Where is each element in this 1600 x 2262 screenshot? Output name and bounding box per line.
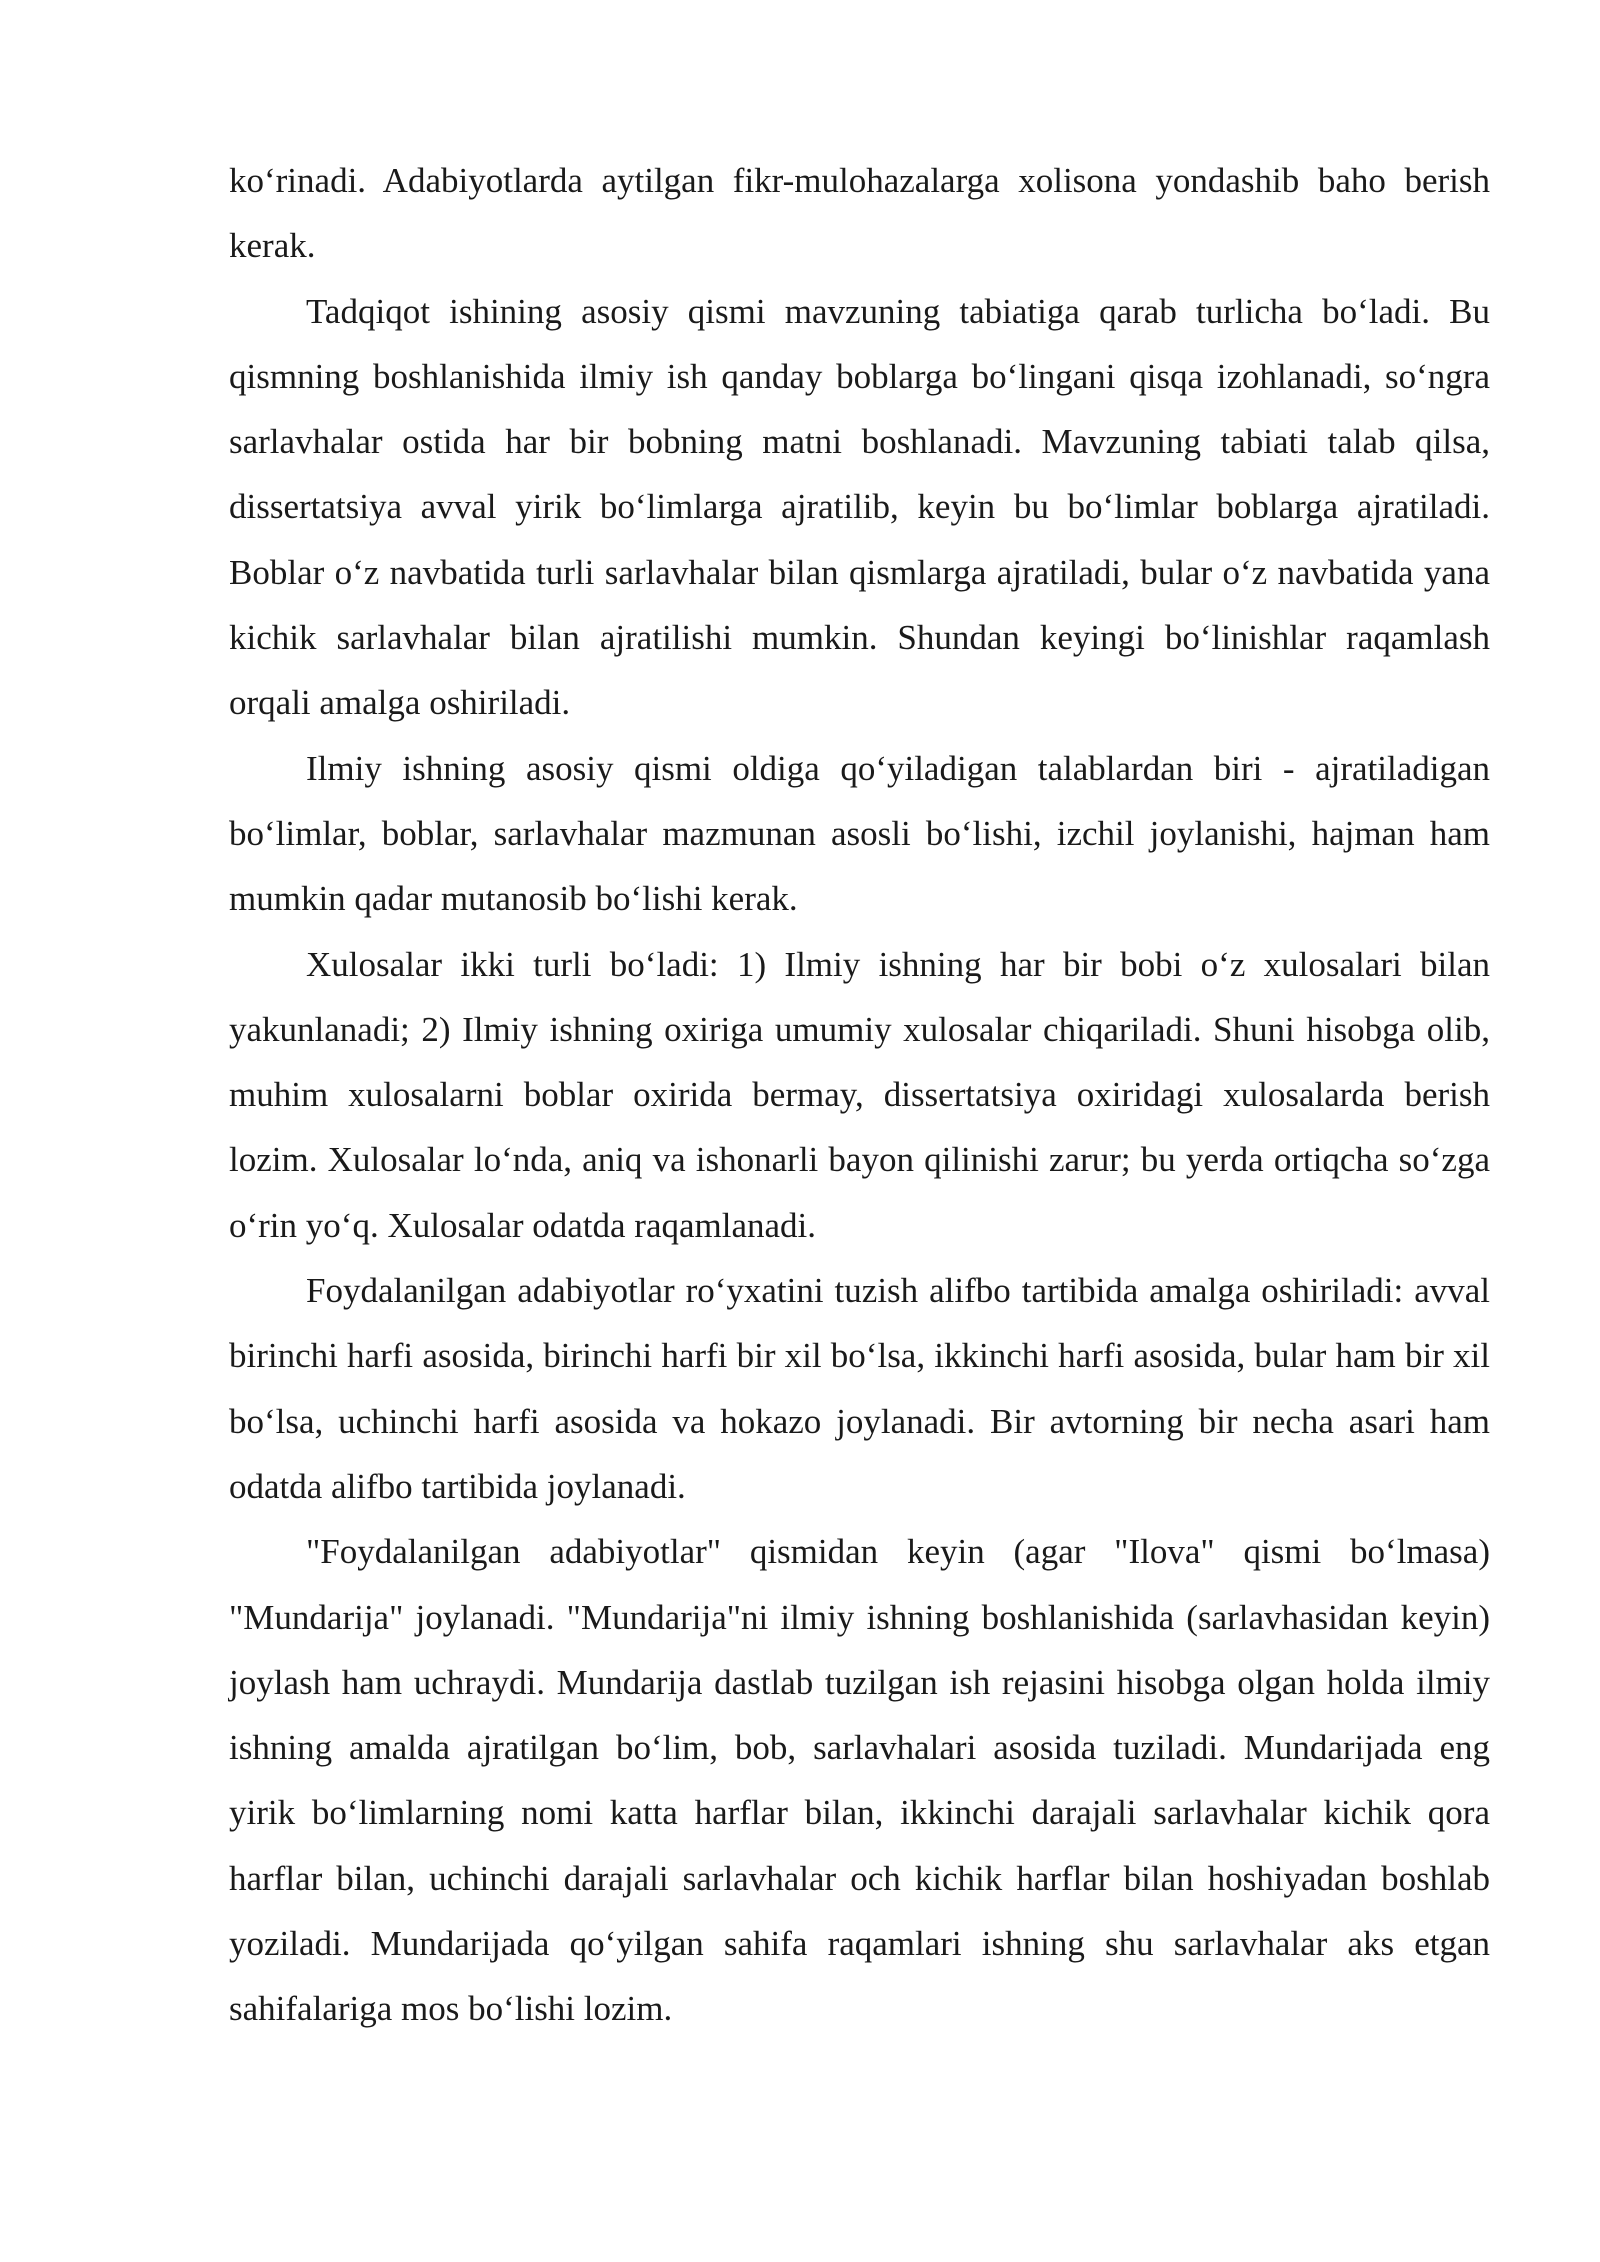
paragraph-requirements: Ilmiy ishning asosiy qismi oldiga qo‘yiladigan talablardan biri - ajratiladigan bo‘limlar, boblar, sarlavhalar mazmunan asosli bo‘lishi, izchil joylanishi, hajman ham mumkin qadar mutanosib bo‘lishi kerak. xyxy=(229,748,1490,919)
paragraph-references: Foydalanilgan adabiyotlar ro‘yxatini tuzish alifbo tartibida amalga oshiriladi: avval birinchi harfi asosida, birinchi harfi bir xil bo‘lsa, ikkinchi harfi asosida, bular ham bir xil bo‘lsa, uchinchi harfi asosida va hokazo joylanadi. Bir avtorning bir necha asari ham odatda alifbo tartibida joylanadi. xyxy=(229,1271,1490,1506)
document-page xyxy=(229,148,1490,2042)
paragraph-continuation: ko‘rinadi. Adabiyotlarda aytilgan fikr-mulohazalarga xolisona yondashib baho berish kerak. xyxy=(229,161,1490,266)
paragraph-contents: "Foydalanilgan adabiyotlar" qismidan keyin (agar "Ilova" qismi bo‘lmasa) "Mundarija" joylanadi. "Mundarija"ni ilmiy ishning boshlanishida (sarlavhasidan keyin) joylash ham uchraydi. Mundarija dastlab tuzilgan ish rejasini hisobga olgan holda ilmiy ishning amalda ajratilgan bo‘lim, bob, sarlavhalari asosida tuziladi. Mundarijada eng yirik bo‘limlarning nomi katta harflar bilan, ikkinchi darajali sarlavhalar kichik qora harflar bilan, uchinchi darajali sarlavhalar och kichik harflar bilan hoshiyadan boshlab yoziladi. Mundarijada qo‘yilgan sahifa raqamlari ishning shu sarlavhalar aks etgan sahifalariga mos bo‘lishi lozim. xyxy=(229,1532,1490,2029)
paragraph-conclusions: Xulosalar ikki turli bo‘ladi: 1) Ilmiy ishning har bir bobi o‘z xulosalari bilan yakunlanadi; 2) Ilmiy ishning oxiriga umumiy xulosalar chiqariladi. Shuni hisobga olib, muhim xulosalarni boblar oxirida bermay, dissertatsiya oxiridagi xulosalarda berish lozim. Xulosalar lo‘nda, aniq va ishonarli bayon qilinishi zarur; bu yerda ortiqcha so‘zga o‘rin yo‘q. Xulosalar odatda raqamlanadi. xyxy=(229,944,1490,1245)
paragraph-main-part: Tadqiqot ishining asosiy qismi mavzuning tabiatiga qarab turlicha bo‘ladi. Bu qismning boshlanishida ilmiy ish qanday boblarga bo‘lingani qisqa izohlanadi, so‘ngra sarlavhalar ostida har bir bobning matni boshlanadi. Mavzuning tabiati talab qilsa, dissertatsiya avval yirik bo‘limlarga ajratilib, keyin bu bo‘limlar boblarga ajratiladi. Boblar o‘z navbatida turli sarlavhalar bilan qismlarga ajratiladi, bular o‘z navbatida yana kichik sarlavhalar bilan ajratilishi mumkin. Shundan keyingi bo‘linishlar raqamlash orqali amalga oshiriladi. xyxy=(229,291,1490,723)
